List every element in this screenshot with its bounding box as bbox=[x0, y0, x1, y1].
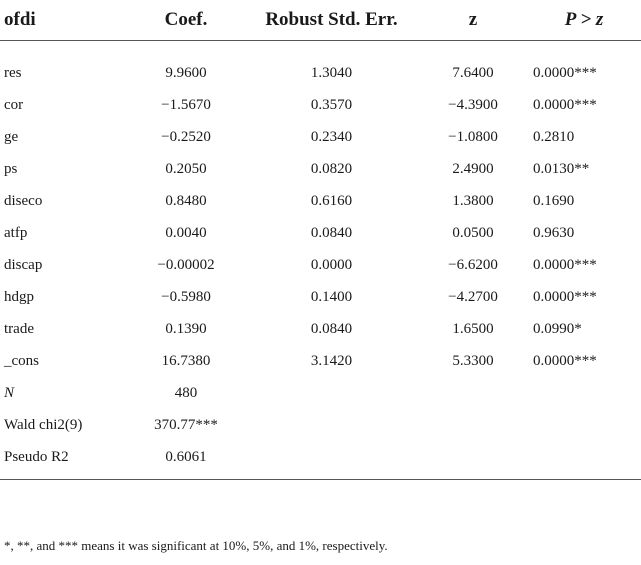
row-variable: trade bbox=[4, 320, 34, 337]
row-p-value: 0.9630 bbox=[533, 224, 575, 241]
table-row bbox=[0, 345, 641, 377]
row-variable: diseco bbox=[4, 192, 43, 209]
table-row bbox=[0, 217, 641, 249]
row-coef: 16.7380 bbox=[161, 352, 211, 369]
stat-value-n: 480 bbox=[174, 384, 198, 401]
table-row bbox=[0, 89, 641, 121]
row-variable: _cons bbox=[4, 352, 39, 369]
table-header-row bbox=[0, 0, 641, 41]
row-z: 7.6400 bbox=[452, 64, 494, 81]
table-row bbox=[0, 313, 641, 345]
row-p-value bbox=[527, 441, 641, 480]
row-std-err: 0.2340 bbox=[310, 128, 353, 145]
table-row bbox=[0, 281, 641, 313]
row-std-err bbox=[244, 377, 419, 409]
row-variable: res bbox=[4, 64, 22, 81]
row-variable: hdgp bbox=[4, 288, 34, 305]
row-std-err: 1.3040 bbox=[310, 64, 353, 81]
row-std-err: 0.6160 bbox=[310, 192, 353, 209]
header-z: z bbox=[419, 0, 527, 41]
stat-label-pseudo-r2: Pseudo R2 bbox=[0, 441, 128, 480]
table-row bbox=[0, 185, 641, 217]
row-variable: cor bbox=[4, 96, 24, 113]
row-std-err: 0.0840 bbox=[310, 224, 353, 241]
row-coef: 0.1390 bbox=[165, 320, 207, 337]
row-p-value: 0.0000*** bbox=[533, 96, 597, 113]
row-coef: −0.2520 bbox=[161, 128, 211, 145]
row-z: 5.3300 bbox=[452, 352, 494, 369]
table-row-stat-wald bbox=[0, 409, 641, 441]
row-z: 2.4900 bbox=[452, 160, 494, 177]
row-p-value: 0.0000*** bbox=[533, 256, 597, 273]
row-z: −4.3900 bbox=[448, 96, 498, 113]
row-std-err: 3.1420 bbox=[310, 352, 353, 369]
row-p-value bbox=[527, 409, 641, 441]
row-coef: −0.5980 bbox=[161, 288, 211, 305]
row-std-err: 0.0000 bbox=[310, 256, 353, 273]
table-row bbox=[0, 121, 641, 153]
row-variable: discap bbox=[4, 256, 43, 273]
row-std-err: 0.0820 bbox=[310, 160, 353, 177]
row-std-err: 0.3570 bbox=[310, 96, 353, 113]
table-row-stat-n bbox=[0, 377, 641, 409]
header-robust-std-err: Robust Std. Err. bbox=[244, 0, 419, 41]
row-std-err bbox=[244, 409, 419, 441]
row-p-value: 0.0000*** bbox=[533, 64, 597, 81]
table-row bbox=[0, 153, 641, 185]
row-z bbox=[419, 409, 527, 441]
row-p-value: 0.1690 bbox=[533, 192, 575, 209]
row-z: −1.0800 bbox=[448, 128, 498, 145]
row-coef: 9.9600 bbox=[165, 64, 207, 81]
row-std-err: 0.0840 bbox=[310, 320, 353, 337]
row-z: 1.3800 bbox=[452, 192, 494, 209]
row-coef: −1.5670 bbox=[161, 96, 211, 113]
table-row-stat-pseudo-r2 bbox=[0, 441, 641, 480]
row-z: 0.0500 bbox=[452, 224, 494, 241]
header-coef: Coef. bbox=[128, 0, 244, 41]
row-z: 1.6500 bbox=[452, 320, 494, 337]
table-row bbox=[0, 249, 641, 281]
stat-label-n: N bbox=[4, 384, 15, 401]
table-row bbox=[0, 41, 641, 90]
row-variable: atfp bbox=[4, 224, 28, 241]
row-coef: 0.2050 bbox=[165, 160, 207, 177]
row-p-value: 0.0130** bbox=[533, 160, 590, 177]
row-z bbox=[419, 441, 527, 480]
row-std-err bbox=[244, 441, 419, 480]
row-p-value bbox=[527, 377, 641, 409]
stat-value-wald: 370.77*** bbox=[154, 416, 218, 433]
row-coef: 0.8480 bbox=[165, 192, 207, 209]
stat-value-pseudo-r2: 0.6061 bbox=[128, 441, 244, 480]
row-p-value: 0.0000*** bbox=[533, 288, 597, 305]
row-p-value: 0.0990* bbox=[533, 320, 582, 337]
row-std-err: 0.1400 bbox=[310, 288, 353, 305]
row-coef: 0.0040 bbox=[165, 224, 207, 241]
row-coef: −0.00002 bbox=[157, 256, 215, 273]
row-variable: ge bbox=[4, 128, 19, 145]
header-variable: ofdi bbox=[0, 0, 128, 41]
row-p-value: 0.0000*** bbox=[533, 352, 597, 369]
table-footnote: *, **, and *** means it was significant at 10%, 5%, and 1%, respectively. bbox=[4, 538, 388, 553]
row-variable: ps bbox=[4, 160, 18, 177]
row-z: −6.6200 bbox=[448, 256, 498, 273]
header-p-value: P > z bbox=[527, 0, 641, 41]
row-z bbox=[419, 377, 527, 409]
row-z: −4.2700 bbox=[448, 288, 498, 305]
row-p-value: 0.2810 bbox=[533, 128, 575, 145]
stat-label-wald: Wald chi2(9) bbox=[4, 416, 83, 433]
